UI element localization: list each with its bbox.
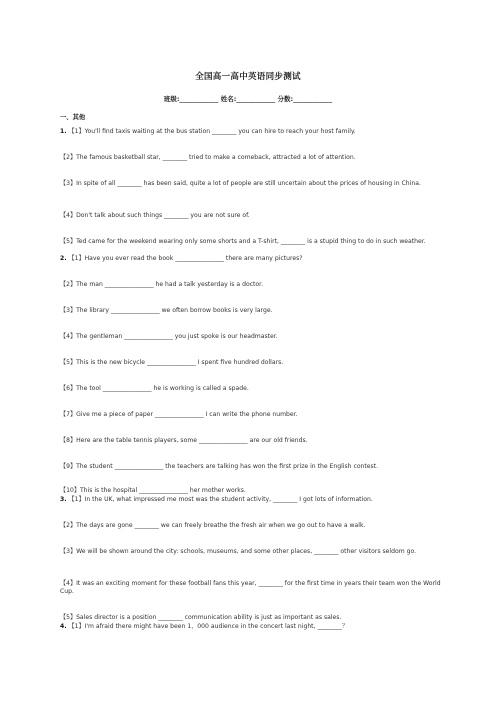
question-text: 【5】This is the new bicycle ________________ I spent five hundred dollars. <box>60 359 284 366</box>
question-text: 【7】Give me a piece of paper ________________ I can write the phone number. <box>60 411 298 418</box>
question-text: 【8】Here are the table tennis players, some ________________ are our old friends. <box>60 437 308 444</box>
question-text: 【2】The man ________________ he had a talk yesterday is a doctor. <box>60 281 264 288</box>
question-item <box>60 463 444 471</box>
question-item <box>60 437 444 445</box>
question-text: 【3】In spite of all ________ has been said, quite a lot of people are still uncertain about the prices of housing in China. <box>60 180 421 187</box>
question-text: 【1】In the UK, what impressed me most was the student activity, ________ I got lots of information. <box>68 496 373 503</box>
question-text: 【4】Don't talk about such things ________ you are not sure of. <box>60 212 250 219</box>
question-text: 【5】Ted came for the weekend wearing only some shorts and a T-shirt, ________ is a stupid thing to do in such weather. <box>60 238 426 245</box>
question-item <box>60 411 444 419</box>
question-text: 【1】You'll find taxis waiting at the bus station ________ you can hire to reach your host family. <box>68 128 356 135</box>
question-text: 【3】The library ________________ we often borrow books is very large. <box>60 307 273 314</box>
question-item <box>60 333 444 341</box>
page-title: 全国高一高中英语同步测试 <box>195 72 301 82</box>
question-item <box>60 212 444 220</box>
student-info-line: 班级:____________ 姓名:____________ 分数:____________ <box>163 95 333 103</box>
question-number: 4. <box>60 623 67 630</box>
question-text: 【10】This is the hospital ________________ her mother works. <box>60 487 246 494</box>
question-text: 【2】The days are gone ________ we can freely breathe the fresh air when we go out to have a walk. <box>60 522 366 529</box>
question-text: 【9】The student ________________ the teachers are talking has won the first prize in the English contest. <box>60 463 379 470</box>
question-item <box>60 548 444 556</box>
question-text: 【1】Have you ever read the book ________________ there are many pictures? <box>68 255 303 262</box>
question-item <box>60 496 444 504</box>
question-item <box>60 238 444 246</box>
question-item <box>60 580 444 596</box>
question-number: 1. <box>60 128 67 135</box>
question-item <box>60 307 444 315</box>
question-number: 2. <box>60 255 67 262</box>
question-item <box>60 487 444 495</box>
question-item <box>60 180 444 188</box>
question-item <box>60 255 444 263</box>
question-item <box>60 281 444 289</box>
question-text: 【6】The tool ________________ he is working is called a spade. <box>60 385 249 392</box>
question-text: 【2】The famous basketball star, ________ tried to make a comeback, attracted a lot of attention. <box>60 154 356 161</box>
question-text: 【4】The gentleman ________________ you just spoke is our headmaster. <box>60 333 278 340</box>
question-item <box>60 359 444 367</box>
question-item <box>60 623 444 631</box>
question-text: 【3】We will be shown around the city: schools, museums, and some other places, ________ other visitors seldom go. <box>60 548 417 555</box>
question-item <box>60 128 444 136</box>
question-item <box>60 154 444 162</box>
section-heading: 一、其他 <box>60 114 86 121</box>
question-item <box>60 614 444 622</box>
question-item <box>60 385 444 393</box>
question-number: 3. <box>60 496 67 503</box>
question-item <box>60 522 444 530</box>
question-text: 【1】I'm afraid there might have been 1，000 audience in the concert last night, ________？ <box>68 623 348 630</box>
question-text: 【5】Sales director is a position ________ communication ability is just as important as sales. <box>60 614 342 621</box>
question-text: 【4】It was an exciting moment for these football fans this year, ________ for the first time in years their team won the World Cup. <box>60 580 441 595</box>
